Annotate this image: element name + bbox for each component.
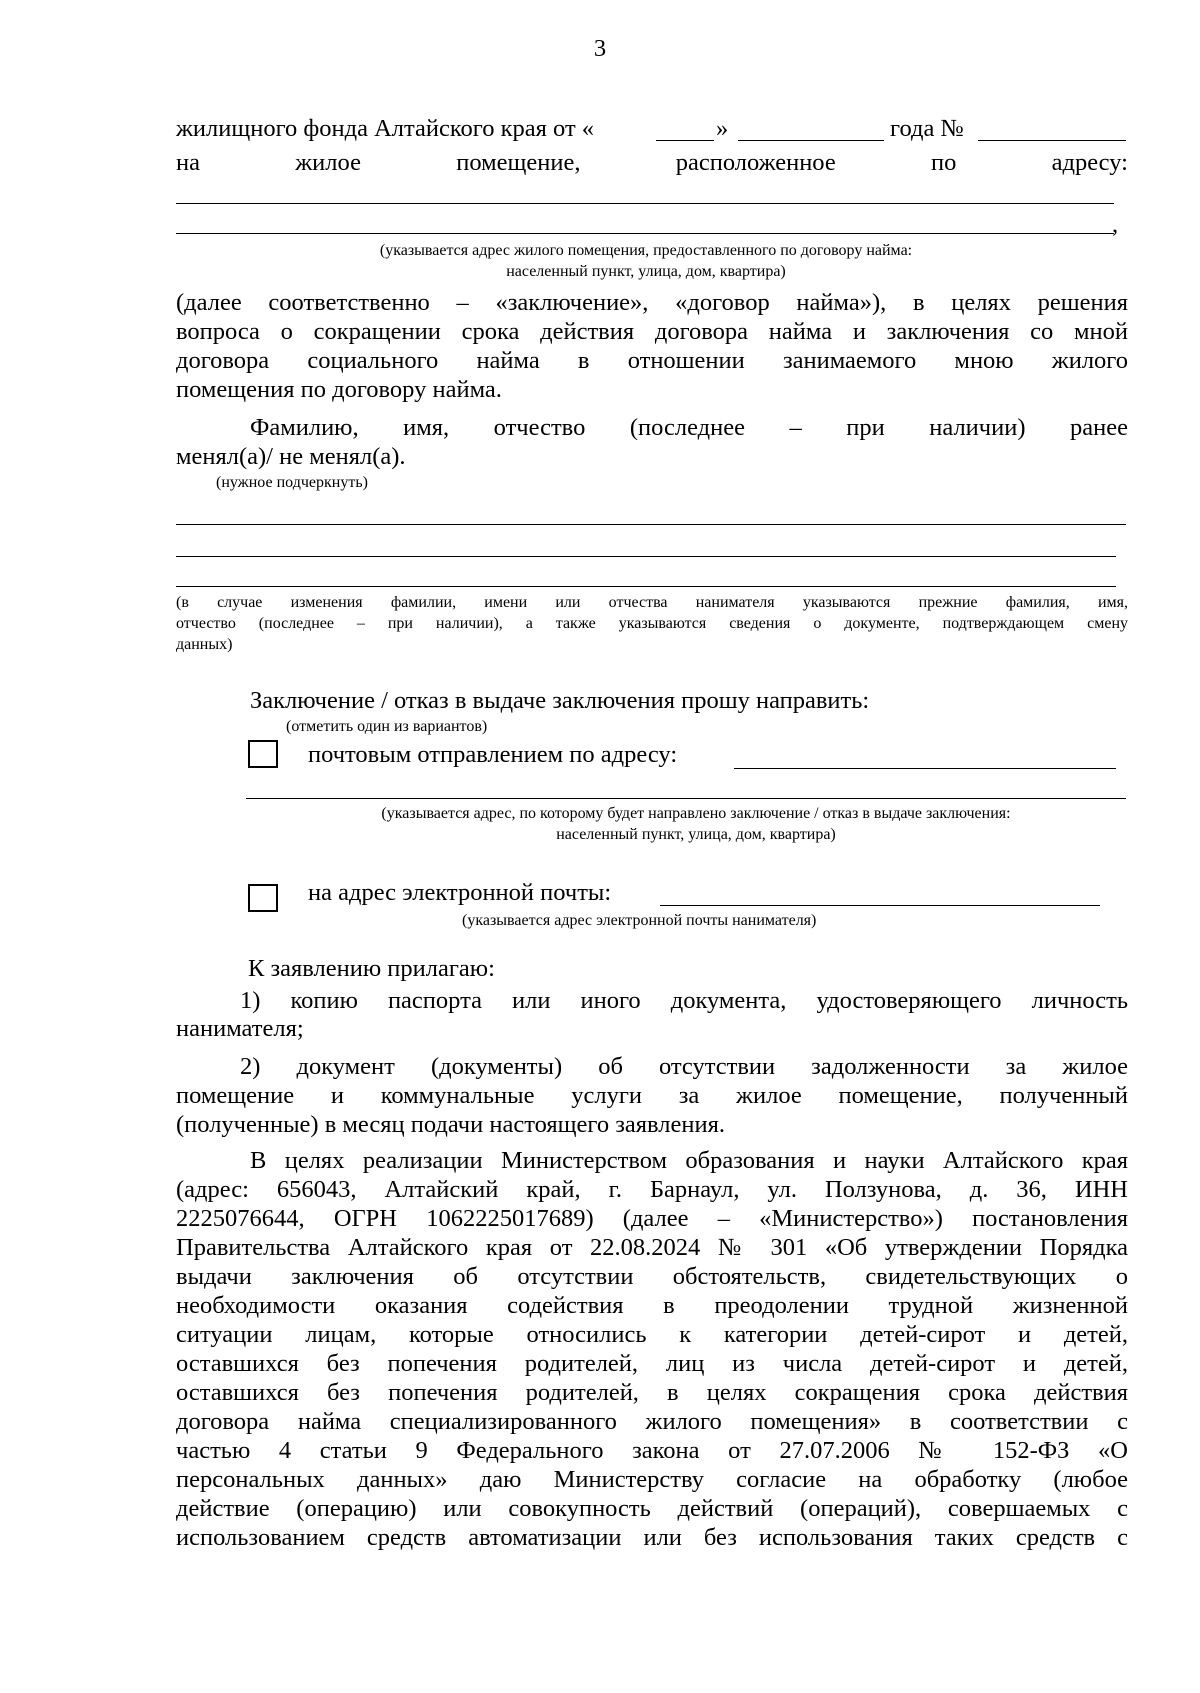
postal-address-field[interactable] bbox=[734, 768, 1116, 769]
header-text-part1: жилищного фонда Алтайского края от « bbox=[176, 115, 595, 142]
name-change-line1: Фамилию, имя, отчество (последнее – при наличии) ранее bbox=[250, 414, 1128, 441]
consent-line: ситуации лицам, которые относились к категории детей-сирот и детей, bbox=[176, 1321, 1128, 1348]
paragraph-line: вопроса о сокращении срока действия договора найма и заключения со мной bbox=[176, 318, 1128, 345]
paragraph-line: помещения по договору найма. bbox=[176, 376, 502, 403]
consent-line: 2225076644, ОГРН 1062225017689) (далее – «Министерство») постановления bbox=[176, 1205, 1128, 1232]
attachment-item1-line2: нанимателя; bbox=[176, 1015, 304, 1042]
paragraph-agreement bbox=[176, 288, 1128, 404]
email-note: (указывается адрес электронной почты нанимателя) bbox=[462, 912, 817, 929]
postal-note bbox=[246, 803, 1146, 845]
word: расположенное bbox=[675, 149, 836, 176]
attachments-heading: К заявлению прилагаю: bbox=[248, 955, 495, 982]
attachment-item1-line1: 1) копию паспорта или иного документа, удостоверяющего личность bbox=[240, 987, 1128, 1014]
delivery-heading: Заключение / отказ в выдаче заключения прошу направить: bbox=[250, 687, 870, 714]
email-checkbox[interactable] bbox=[248, 884, 278, 912]
header-line bbox=[176, 114, 594, 143]
note-line: отчество (последнее – при наличии), а также указываются сведения о документе, подтверждающем смену bbox=[176, 615, 1128, 632]
consent-line: использованием средств автоматизации или без использования таких средств с bbox=[176, 1524, 1128, 1551]
consent-line: персональных данных» даю Министерству согласие на обработку (любое bbox=[176, 1466, 1128, 1493]
address-line-1[interactable] bbox=[176, 203, 1114, 204]
name-change-field-1[interactable] bbox=[176, 524, 1126, 525]
paragraph-line: (далее соответственно – «заключение», «договор найма»), в целях решения bbox=[176, 289, 1128, 316]
number-field[interactable] bbox=[978, 140, 1126, 141]
attachment-item2-line3: (полученные) в месяц подачи настоящего заявления. bbox=[176, 1111, 725, 1138]
address-intro-line bbox=[176, 148, 1128, 177]
postal-checkbox[interactable] bbox=[248, 740, 278, 768]
consent-line: В целях реализации Министерством образования и науки Алтайского края bbox=[250, 1147, 1128, 1174]
email-label: на адрес электронной почты: bbox=[308, 879, 612, 906]
note-line: (в случае изменения фамилии, имени или отчества нанимателя указываются прежние фамилия, имя, bbox=[176, 594, 1128, 611]
day-field[interactable] bbox=[656, 140, 714, 141]
postal-note-line1: (указывается адрес, по которому будет направлено заключение / отказ в выдаче заключения: bbox=[381, 805, 1011, 822]
consent-line: выдачи заключения об отсутствии обстоятельств, свидетельствующих о bbox=[176, 1263, 1128, 1290]
address-note-line2: населенный пункт, улица, дом, квартира) bbox=[506, 263, 786, 280]
word: помещение, bbox=[456, 149, 581, 176]
header-text-part3: года № bbox=[890, 115, 964, 142]
name-change-field-2[interactable] bbox=[176, 556, 1116, 557]
postal-address-field-2[interactable] bbox=[246, 798, 1126, 799]
month-field[interactable] bbox=[738, 140, 884, 141]
name-change-note bbox=[176, 592, 1128, 655]
underline-note: (нужное подчеркнуть) bbox=[216, 474, 368, 491]
attachment-item2-line1: 2) документ (документы) об отсутствии задолженности за жилое bbox=[240, 1053, 1128, 1080]
word: жилое bbox=[295, 149, 361, 176]
consent-line: (адрес: 656043, Алтайский край, г. Барнаул, ул. Ползунова, д. 36, ИНН bbox=[176, 1176, 1128, 1203]
consent-line: необходимости оказания содействия в преодолении трудной жизненной bbox=[176, 1292, 1128, 1319]
consent-line: Правительства Алтайского края от 22.08.2024 № 301 «Об утверждении Порядка bbox=[176, 1234, 1128, 1261]
word: адресу: bbox=[1051, 149, 1128, 176]
word: на bbox=[176, 149, 200, 176]
note-line: данных) bbox=[176, 636, 233, 653]
address-note-line1: (указывается адрес жилого помещения, предоставленного по договору найма: bbox=[379, 242, 913, 259]
choose-note: (отметить один из вариантов) bbox=[286, 718, 488, 735]
address-note bbox=[176, 240, 1116, 282]
consent-paragraph bbox=[176, 1175, 1128, 1552]
consent-line: частью 4 статьи 9 Федерального закона от 27.07.2006 № 152-ФЗ «О bbox=[176, 1437, 1128, 1464]
name-change-line2: менял(а)/ не менял(а). bbox=[176, 443, 406, 470]
word: по bbox=[930, 149, 957, 176]
address-comma: , bbox=[1112, 211, 1119, 238]
postal-note-line2: населенный пункт, улица, дом, квартира) bbox=[556, 826, 836, 843]
header-text-part2: » bbox=[716, 115, 729, 142]
consent-line: действие (операцию) или совокупность действий (операций), совершаемых с bbox=[176, 1495, 1128, 1522]
name-change-field-3[interactable] bbox=[176, 586, 1116, 587]
page-number: 3 bbox=[593, 35, 607, 62]
postal-label: почтовым отправлением по адресу: bbox=[308, 741, 678, 768]
paragraph-line: договора социального найма в отношении занимаемого мною жилого bbox=[176, 347, 1128, 374]
email-field[interactable] bbox=[660, 905, 1100, 906]
consent-line: договора найма специализированного жилого помещения» в соответствии с bbox=[176, 1408, 1128, 1435]
consent-line: оставшихся без попечения родителей, в целях сокращения срока действия bbox=[176, 1379, 1128, 1406]
address-line-2[interactable] bbox=[176, 233, 1114, 234]
consent-line: оставшихся без попечения родителей, лиц из числа детей-сирот и детей, bbox=[176, 1350, 1128, 1377]
attachment-item2-line2: помещение и коммунальные услуги за жилое помещение, полученный bbox=[176, 1082, 1128, 1109]
